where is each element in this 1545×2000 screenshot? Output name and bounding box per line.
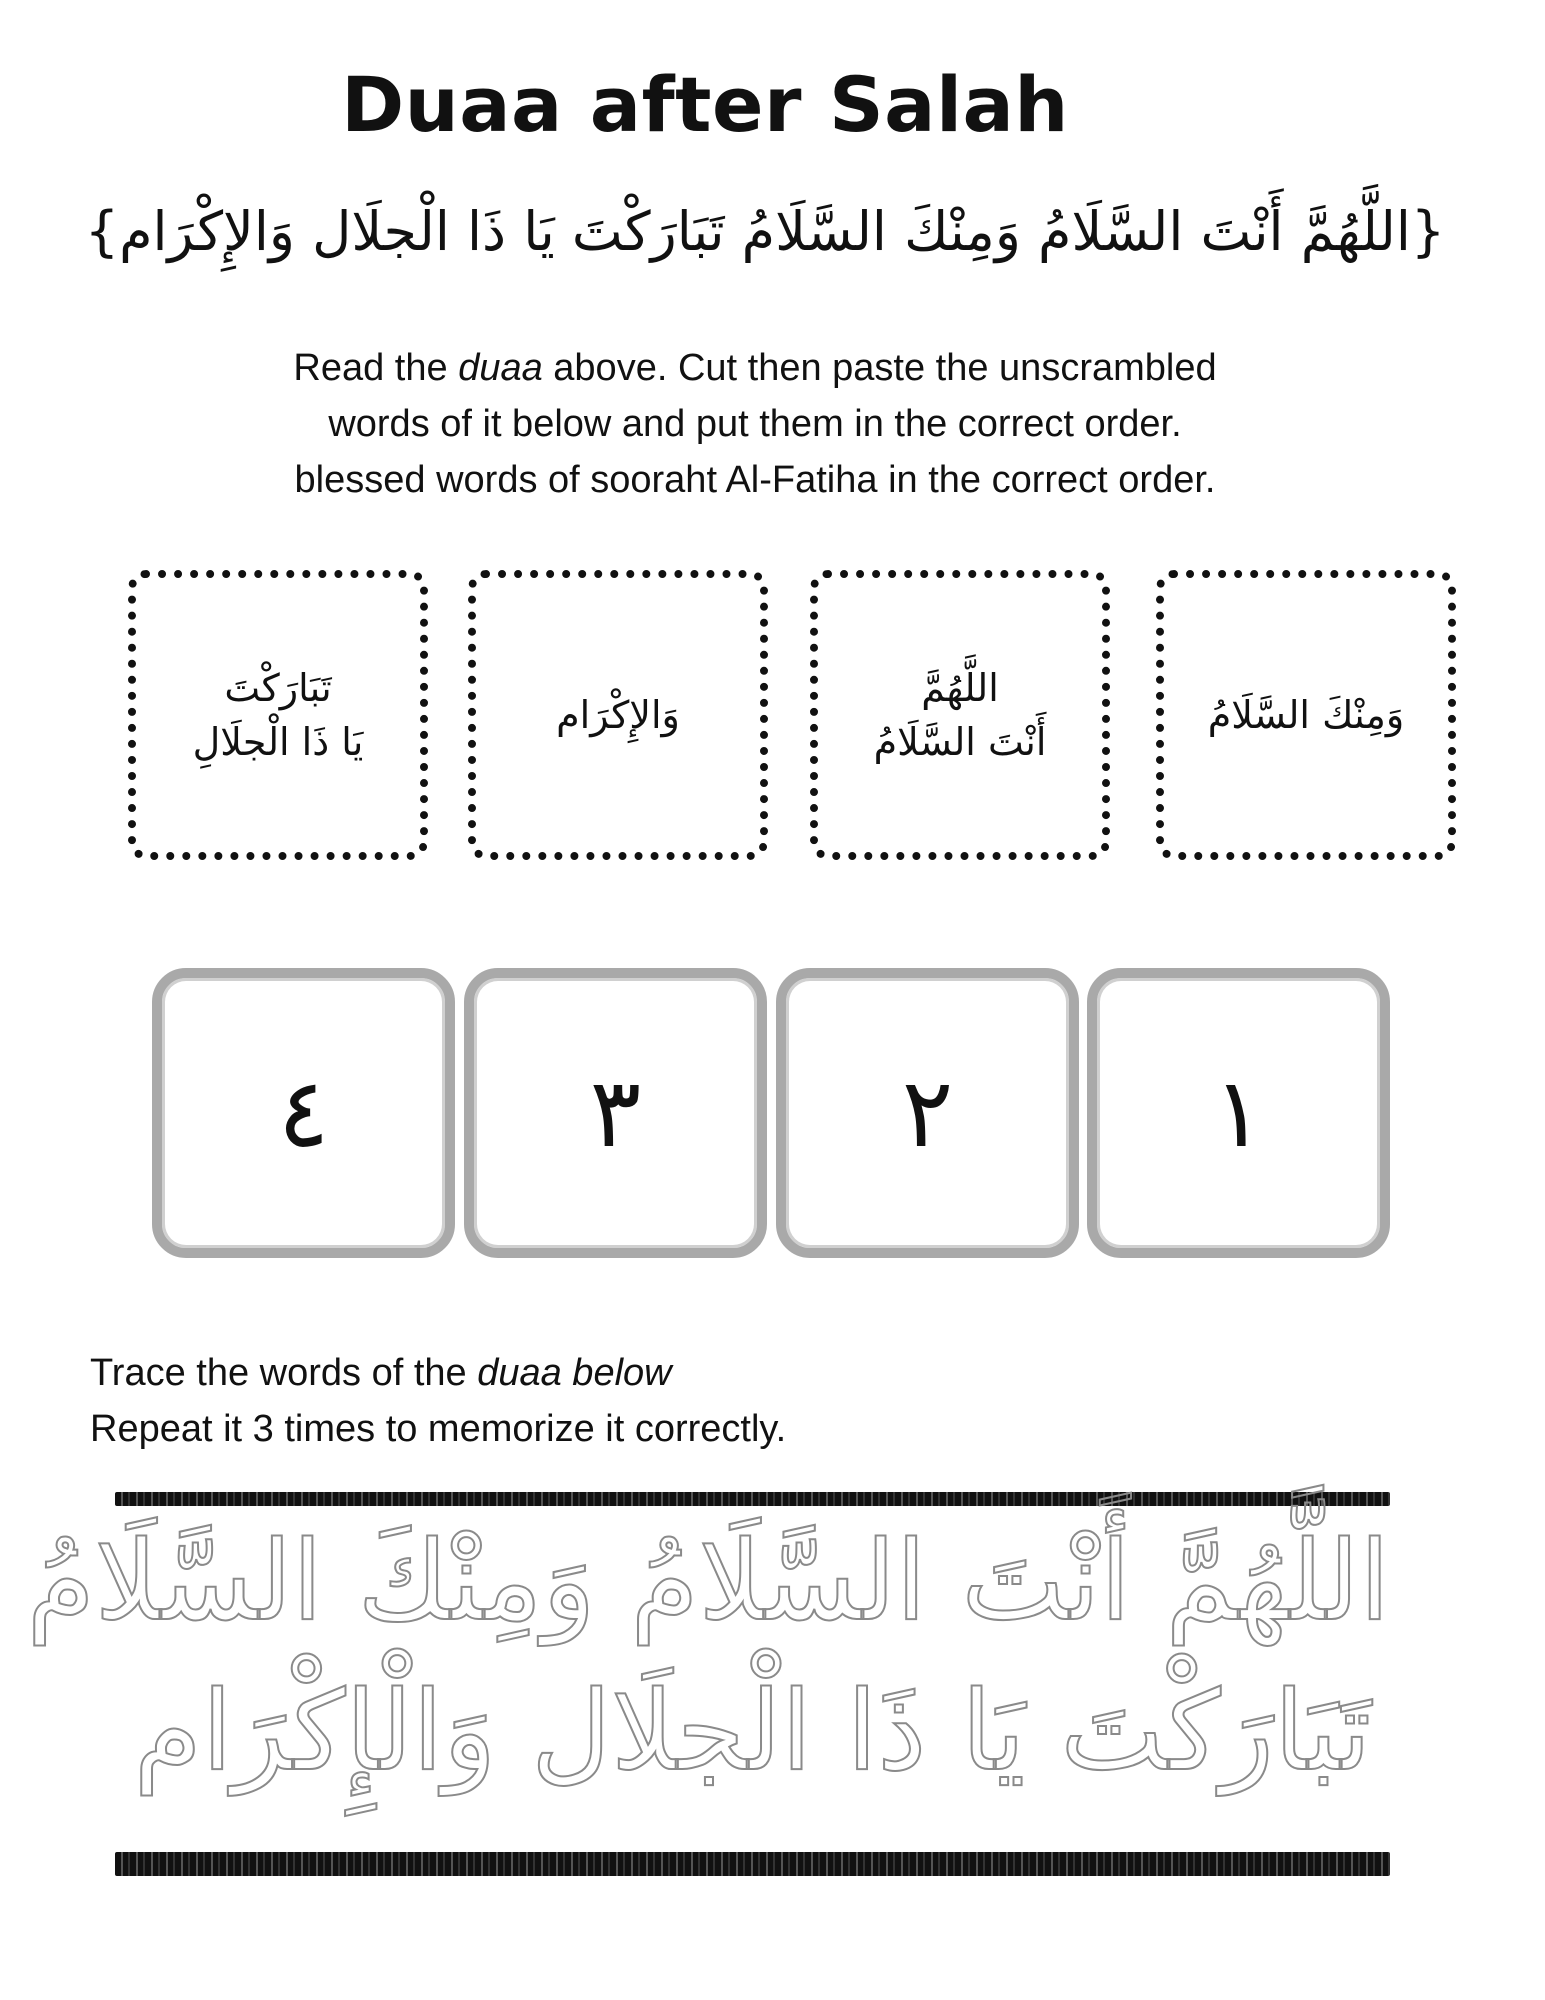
trace-instruction-text: Trace the words of the [90, 1352, 478, 1394]
trace-instructions [90, 1345, 786, 1457]
cut-paste-instructions [140, 340, 1370, 508]
trace-instruction-line-1 [90, 1345, 786, 1401]
instruction-text: Read the [293, 347, 459, 389]
tracing-top-border [115, 1492, 1390, 1506]
page-title: Duaa after Salah [341, 60, 1069, 149]
duaa-arabic-text: {اللَّهُمَّ أَنْتَ السَّلَامُ وَمِنْكَ السَّلَامُ تَبَارَكْتَ يَا ذَا الْجلَال وَالإِكْرَام} [84, 200, 1446, 263]
instruction-italic-word: duaa [458, 347, 543, 389]
cut-card-4[interactable] [1156, 570, 1456, 860]
cut-card-text: يَا ذَا الْجلَالِ [192, 720, 364, 764]
cut-card-text: وَمِنْكَ السَّلَامُ [1207, 693, 1405, 737]
paste-slot-4[interactable]: ٤ [152, 968, 455, 1258]
tracing-area [26, 1492, 1390, 1880]
paste-slot-2[interactable]: ٢ [776, 968, 1079, 1258]
cut-card-3[interactable] [810, 570, 1110, 860]
instruction-line-1 [140, 340, 1370, 396]
paste-slot-1[interactable]: ١ [1087, 968, 1390, 1258]
cut-card-text: تَبَارَكْتَ [224, 666, 332, 710]
cut-card-text: وَالإِكْرَام [556, 693, 680, 737]
trace-instruction-italic: duaa below [477, 1352, 672, 1394]
trace-instruction-line-2: Repeat it 3 times to memorize it correctly. [90, 1408, 787, 1450]
paste-slot-3[interactable]: ٣ [464, 968, 767, 1258]
cut-card-text: أَنْتَ السَّلَامُ [873, 720, 1047, 764]
instruction-text: above. Cut then paste the unscrambled [542, 347, 1217, 389]
instruction-line-2: words of it below and put them in the correct order. [328, 403, 1182, 445]
cut-card-2[interactable] [468, 570, 768, 860]
trace-line-1[interactable]: اللَّهُمَّ أَنْتَ السَّلَامُ وَمِنْكَ السَّلَامُ [26, 1517, 1390, 1645]
paste-slots [152, 968, 1390, 1258]
cut-card-text: اللَّهُمَّ [921, 666, 999, 710]
cut-card-1[interactable] [128, 570, 428, 860]
instruction-line-3: blessed words of sooraht Al-Fatiha in the correct order. [294, 459, 1216, 501]
trace-line-2[interactable]: تَبَارَكْتَ يَا ذَا الْجلَال وَالْإِكْرَام [133, 1667, 1372, 1795]
tracing-bottom-border [115, 1852, 1390, 1876]
